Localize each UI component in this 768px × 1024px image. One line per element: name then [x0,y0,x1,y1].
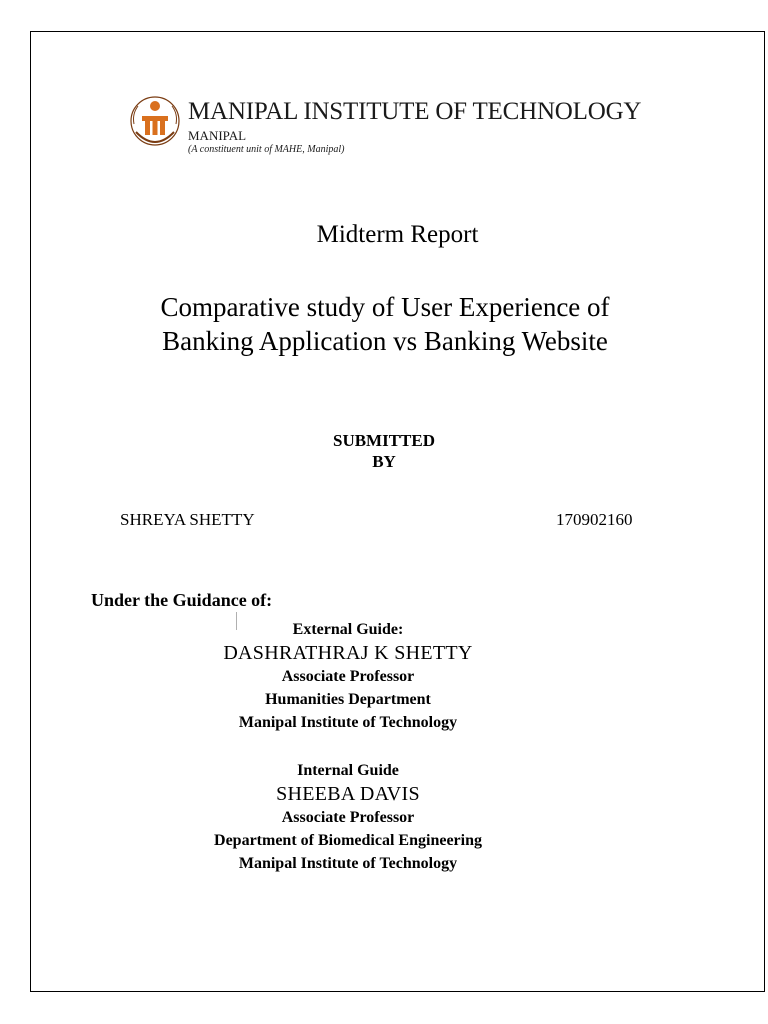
internal-guide-department: Department of Biomedical Engineering [214,832,482,849]
institute-emblem-icon [128,94,182,154]
internal-guide-block [0,759,696,875]
institute-affiliation-note: (A constituent unit of MAHE, Manipal) [188,144,345,155]
submitted-label-line-1: SUBMITTED [332,431,436,450]
report-type-heading: Midterm Report [316,221,479,248]
report-title-line-1: Comparative study of User Experience of [160,292,610,322]
institute-logo [128,92,656,166]
institute-name: MANIPAL INSTITUTE OF TECHNOLOGY [188,98,642,125]
internal-guide-name: SHEEBA DAVIS [276,783,420,805]
submitted-by-label [0,430,768,472]
internal-guide-designation: Associate Professor [281,809,415,826]
report-title-line-2: Banking Application vs Banking Website [162,326,608,356]
author-name: SHREYA SHETTY [120,510,255,529]
institute-location: MANIPAL [188,128,247,143]
internal-guide-role: Internal Guide [297,762,399,779]
internal-guide-institute: Manipal Institute of Technology [238,855,458,872]
external-guide-block [0,618,696,734]
guidance-heading: Under the Guidance of: [91,590,273,610]
report-title [60,290,710,358]
external-guide-institute: Manipal Institute of Technology [238,714,458,731]
external-guide-department: Humanities Department [265,691,431,708]
external-guide-designation: Associate Professor [281,668,415,685]
external-guide-role: External Guide: [292,621,404,638]
external-guide-name: DASHRATHRAJ K SHETTY [223,642,473,664]
submitted-label-line-2: BY [372,452,396,471]
author-registration-number: 170902160 [556,510,633,529]
